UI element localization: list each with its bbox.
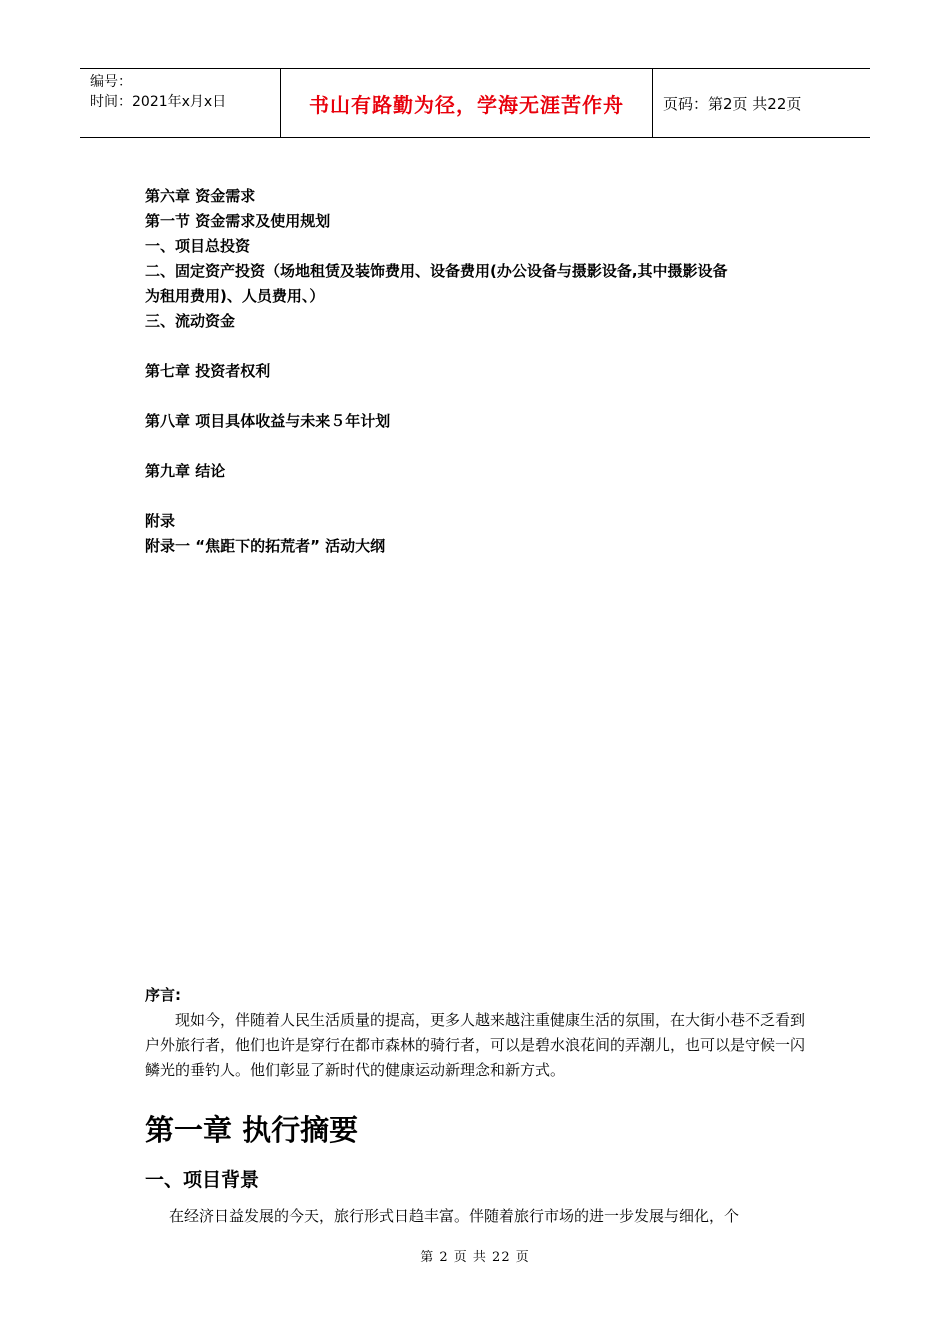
toc-chapter-6: 第六章 资金需求 [145,187,256,205]
table-of-contents [145,184,815,559]
toc-chapter-9: 第九章 结论 [145,462,226,480]
toc-appendix: 附录 [145,512,176,530]
toc-item-total-investment: 一、项目总投资 [145,237,251,255]
toc-item-fixed-assets-line2: 为租用费用)、人员费用、） [145,287,325,305]
background-paragraph: 在经济日益发展的今天，旅行形式日趋丰富。伴随着旅行市场的进一步发展与细化，个 [169,1207,740,1225]
toc-item-fixed-assets-line1: 二、固定资产投资（场地租赁及装饰费用、设备费用(办公设备与摄影设备,其中摄影设备 [145,262,728,280]
header-meta [80,69,281,137]
toc-spacer [145,334,815,359]
page-footer: 第 2 页 共 22 页 [420,1250,530,1265]
header-date-label: 时间：2021年x月x日 [90,94,227,110]
toc-spacer [145,484,815,509]
toc-chapter-8: 第八章 项目具体收益与未来５年计划 [145,412,391,430]
header-number-label: 编号： [90,74,132,90]
header-page-info: 页码：第2页 共22页 [663,94,802,113]
preface [145,983,805,1083]
header-motto: 书山有路勤为径，学海无涯苦作舟 [281,69,653,137]
chapter-1-title: 第一章 执行摘要 [145,1113,359,1147]
preface-title: 序言: [145,986,181,1004]
toc-item-working-capital: 三、流动资金 [145,312,236,330]
toc-chapter-6-section-1: 第一节 资金需求及使用规划 [145,212,331,230]
toc-chapter-7: 第七章 投资者权利 [145,362,271,380]
toc-spacer [145,384,815,409]
toc-appendix-1: 附录一 “焦距下的拓荒者” 活动大纲 [145,537,386,555]
section-project-background: 一、项目背景 [145,1169,260,1191]
preface-body: 现如今，伴随着人民生活质量的提高，更多人越来越注重健康生活的氛围，在大街小巷不乏看到户外旅行者，他们也许是穿行在都市森林的骑行者，可以是碧水浪花间的弄潮儿，也可以是守候一闪鳞光的垂钓人。他们彰显了新时代的健康运动新理念和新方式。 [145,1011,806,1079]
toc-spacer [145,434,815,459]
page-header [80,68,870,138]
